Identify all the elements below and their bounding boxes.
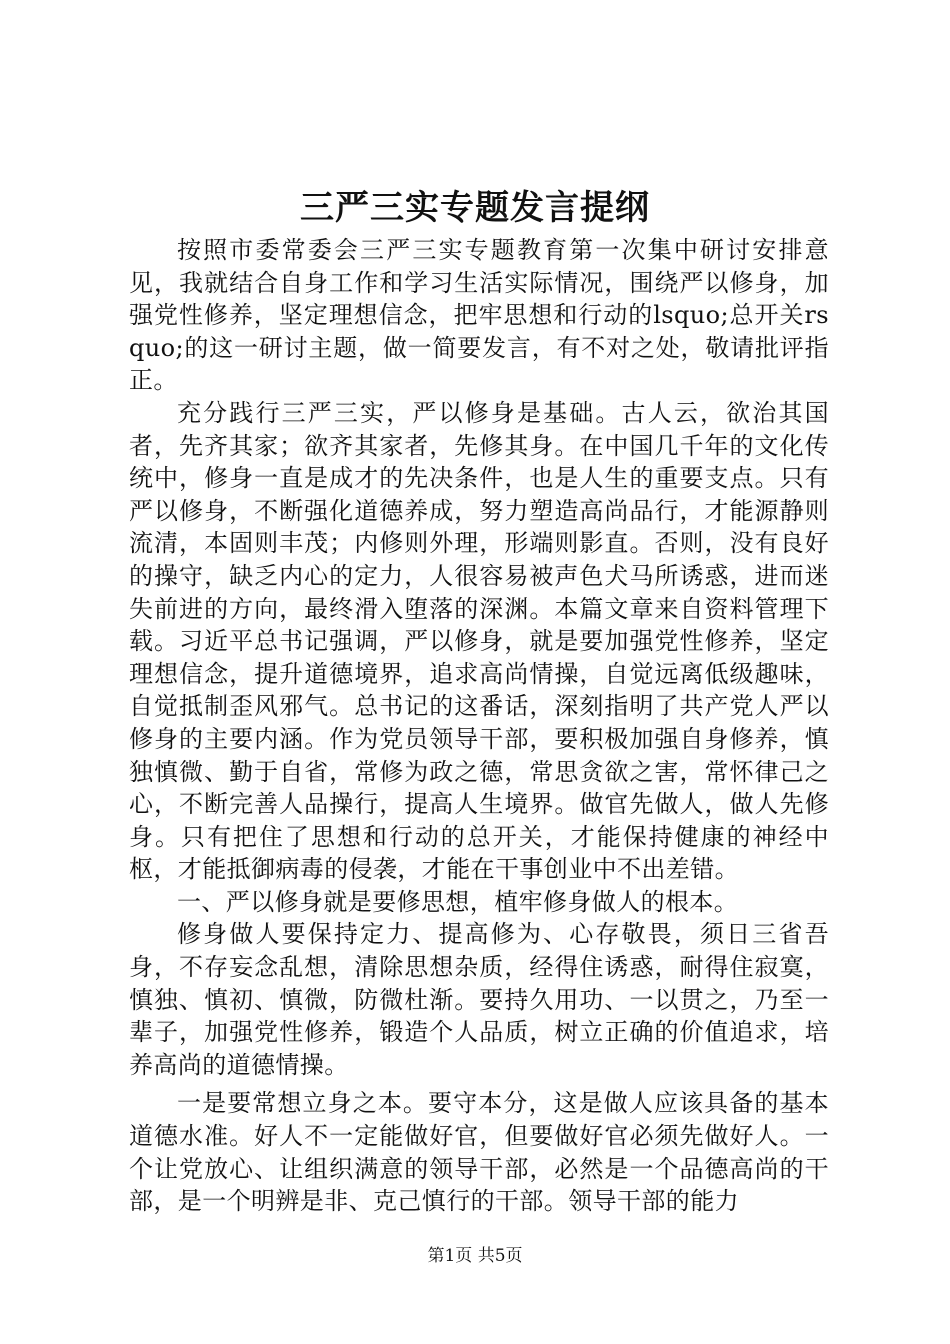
- document-body: [129, 234, 829, 1218]
- document-title: 三严三实专题发言提纲: [300, 188, 650, 228]
- paragraph-self-cultivation: 充分践行三严三实，严以修身是基础。古人云，欲治其国者，先齐其家；欲齐其家者，先修其身。在中国几千年的文化传统中，修身一直是成才的先决条件，也是人生的重要支点。只有严以修身，不断强化道德养成，努力塑造高尚品行，才能源静则流清，本固则丰茂；内修则外理，形端则影直。否则，没有良好的操守，缺乏内心的定力，人很容易被声色犬马所诱惑，进而迷失前进的方向，最终滑入堕落的深渊。本篇文章来自资料管理下载。习近平总书记强调，严以修身，就是要加强党性修养，坚定理想信念，提升道德境界，追求高尚情操，自觉远离低级趣味，自觉抵制歪风邪气。总书记的这番话，深刻指明了共产党人严以修身的主要内涵。作为党员领导干部，要积极加强自身修养，慎独慎微、勤于自省，常修为政之德，常思贪欲之害，常怀律己之心，不断完善人品操行，提高人生境界。做官先做人，做人先修身。只有把住了思想和行动的总开关，才能保持健康的神经中枢，才能抵御病毒的侵袭，才能在干事创业中不出差错。: [129, 398, 829, 884]
- paragraph-intro: 按照市委常委会三严三实专题教育第一次集中研讨安排意见，我就结合自身工作和学习生活实际情况，围绕严以修身，加强党性修养，坚定理想信念，把牢思想和行动的lsquo;总开关rsquo;的这一研讨主题，做一简要发言，有不对之处，敬请批评指正。: [129, 236, 829, 395]
- section-heading-1: 一、严以修身就是要修思想，植牢修身做人的根本。: [177, 887, 739, 916]
- paragraph-point-1: 一是要常想立身之本。要守本分，这是做人应该具备的基本道德水准。好人不一定能做好官，但要做好官必须先做好人。一个让党放心、让组织满意的领导干部，必然是一个品德高尚的干部，是一个明辨是非、克己慎行的干部。领导干部的能力: [129, 1089, 829, 1216]
- page-footer: 第1页 共5页: [427, 1246, 523, 1266]
- paragraph-section-1: 修身做人要保持定力、提高修为、心存敬畏，须日三省吾身，不存妄念乱想，清除思想杂质，经得住诱惑，耐得住寂寞，慎独、慎初、慎微，防微杜渐。要持久用功、一以贯之，乃至一辈子，加强党性修养，锻造个人品质，树立正确的价值追求，培养高尚的道德情操。: [129, 920, 829, 1079]
